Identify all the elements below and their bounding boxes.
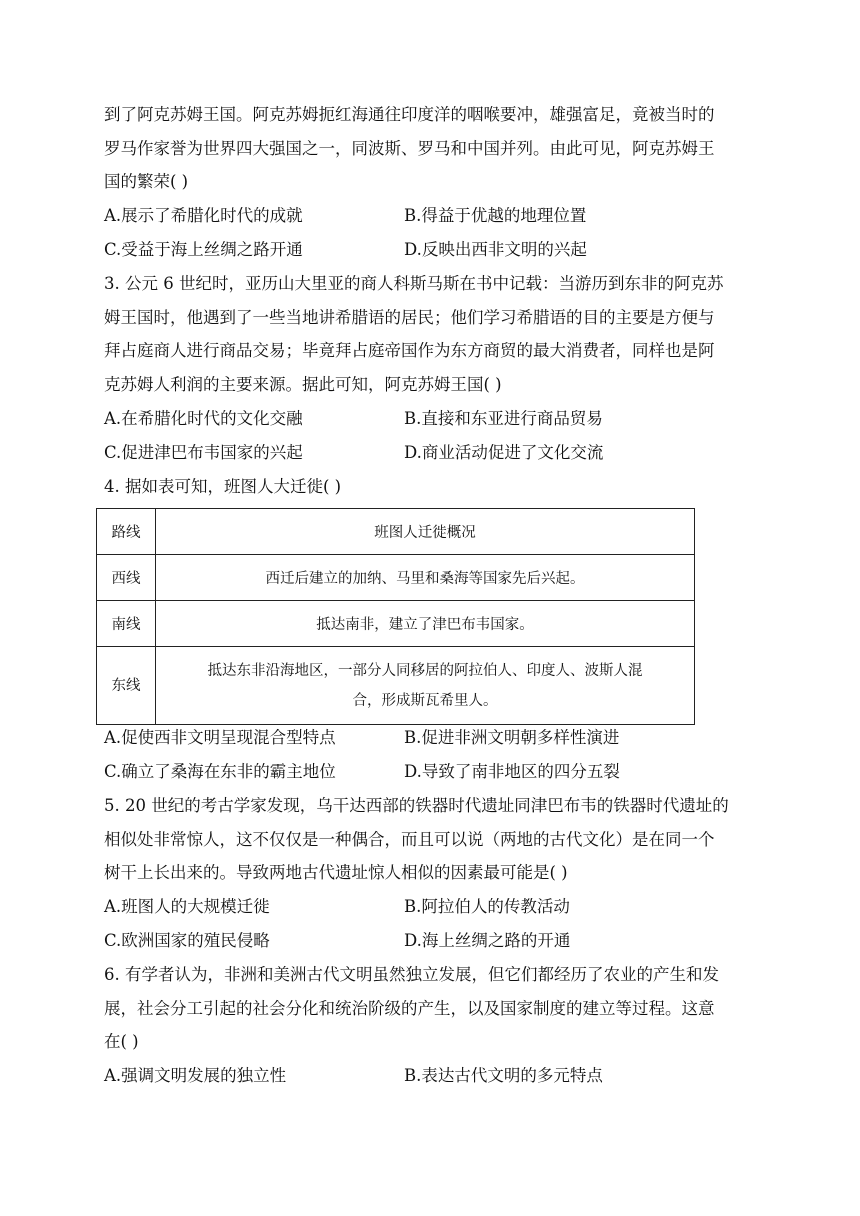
table-cell-overview: 抵达南非，建立了津巴布韦国家。 [156,601,695,647]
question-3-option-c: C.促进津巴布韦国家的兴起 [104,443,303,462]
table-cell-overview [156,647,695,725]
question-2-option-d: D.反映出西非文明的兴起 [404,240,587,259]
question-6-option-b: B.表达古代文明的多元特点 [404,1066,603,1085]
table-cell-overview-line: 合，形成斯瓦希里人。 [352,692,498,709]
question-5-stem-line: 相似处非常惊人，这不仅仅是一种偶合，而且可以说（两地的古代文化）是在同一个 [104,830,715,849]
question-3-stem-line: 姆王国时，他遇到了一些当地讲希腊语的居民；他们学习希腊语的目的主要是方便与 [104,308,715,327]
question-3-option-d: D.商业活动促进了文化交流 [404,443,604,462]
question-6-stem-line: 在( ) [104,1032,139,1051]
question-4-option-c: C.确立了桑海在东非的霸主地位 [104,762,336,781]
table-header-route: 路线 [97,509,156,555]
question-4-option-d: D.导致了南非地区的四分五裂 [404,762,620,781]
table-cell-route: 南线 [97,601,156,647]
question-5-option-b: B.阿拉伯人的传教活动 [404,897,570,916]
question-3-option-b: B.直接和东亚进行商品贸易 [404,409,603,428]
question-5-option-c: C.欧洲国家的殖民侵略 [104,931,270,950]
question-6-stem-line: 展，社会分工引起的社会分化和统治阶级的产生，以及国家制度的建立等过程。这意 [104,999,715,1018]
question-3-stem-line: 3. 公元 6 世纪时，亚历山大里亚的商人科斯马斯在书中记载：当游历到东非的阿克苏 [104,274,724,293]
bantu-migration-table [96,508,695,725]
question-5-stem-line: 树干上长出来的。导致两地古代遗址惊人相似的因素最可能是( ) [104,863,568,882]
table-cell-overview: 西迁后建立的加纳、马里和桑海等国家先后兴起。 [156,555,695,601]
question-6-option-a: A.强调文明发展的独立性 [104,1066,287,1085]
table-cell-route: 东线 [97,647,156,725]
question-2-stem-line: 到了阿克苏姆王国。阿克苏姆扼红海通往印度洋的咽喉要冲，雄强富足，竟被当时的 [104,105,715,124]
question-4-option-b: B.促进非洲文明朝多样性演进 [404,728,620,747]
question-3-stem-line: 拜占庭商人进行商品交易；毕竟拜占庭帝国作为东方商贸的最大消费者，同样也是阿 [104,341,715,360]
question-2-stem-line: 罗马作家誉为世界四大强国之一，同波斯、罗马和中国并列。由此可见，阿克苏姆王 [104,139,715,158]
table-row [97,555,695,601]
table-row [97,647,695,725]
table-header-overview: 班图人迁徙概况 [156,509,695,555]
question-6-stem-line: 6. 有学者认为，非洲和美洲古代文明虽然独立发展，但它们都经历了农业的产生和发 [104,965,719,984]
question-2-option-a: A.展示了希腊化时代的成就 [104,206,303,225]
table-cell-route: 西线 [97,555,156,601]
question-5-stem-line: 5. 20 世纪的考古学家发现，乌干达西部的铁器时代遗址同津巴布韦的铁器时代遗址的 [104,796,729,815]
question-3-option-a: A.在希腊化时代的文化交融 [104,409,303,428]
question-4-option-a: A.促使西非文明呈现混合型特点 [104,728,336,747]
table-header-row [97,509,695,555]
question-3-stem-line: 克苏姆人利润的主要来源。据此可知，阿克苏姆王国( ) [104,375,502,394]
question-2-option-c: C.受益于海上丝绸之路开通 [104,240,303,259]
question-5-option-d: D.海上丝绸之路的开通 [404,931,571,950]
question-4-stem: 4. 据如表可知，班图人大迁徙( ) [104,477,342,496]
table-row [97,601,695,647]
question-2-option-b: B.得益于优越的地理位置 [404,206,587,225]
table-cell-overview-line: 抵达东非沿海地区，一部分人同移居的阿拉伯人、印度人、波斯人混 [207,662,643,679]
question-5-option-a: A.班图人的大规模迁徙 [104,897,270,916]
question-2-stem-line: 国的繁荣( ) [104,172,189,191]
